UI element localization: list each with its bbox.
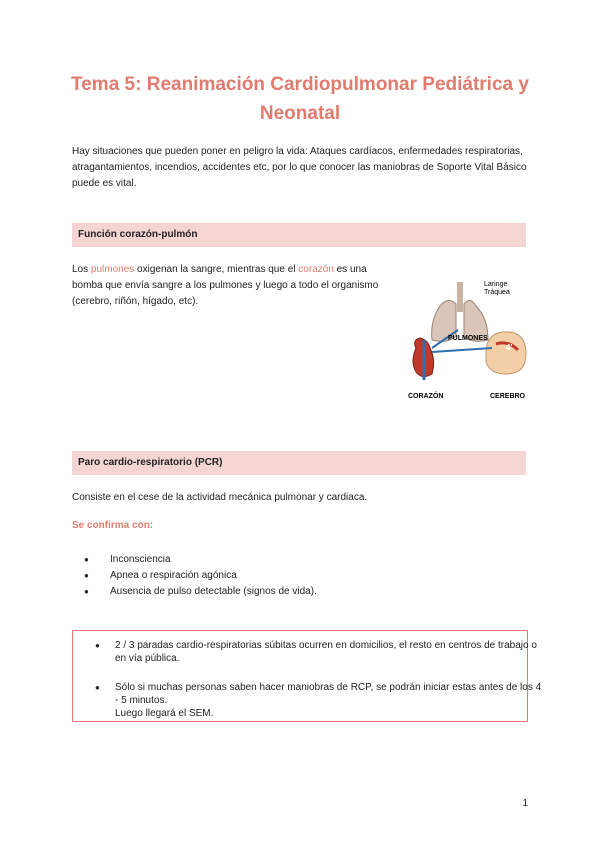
heart-label: CORAZÓN [408, 393, 444, 400]
confirm-label: Se confirma con: [72, 520, 154, 531]
heart-highlight: corazón [298, 264, 334, 275]
head-shape [486, 332, 526, 374]
list-item: ● Ausencia de pulso detectable (signos de vida). [72, 584, 317, 600]
trachea-shape [457, 282, 463, 312]
note-item-home: ● 2 / 3 paradas cardio-respiratorias súbitas ocurren en domicilios, el resto en centros de trabajo o en vía pública. [83, 639, 545, 665]
intro-paragraph: Hay situaciones que pueden poner en peligro la vida: Ataques cardíacos, enfermedades respiratorias, atragantamientos, incendios, accidentes etc, por lo que conocer las maniobras de Soporte Vital Básico puede es vital. [72, 146, 527, 189]
brain-label: CEREBRO [490, 393, 526, 400]
page-number: 1 [522, 798, 528, 809]
section-header-heart-lung: Función corazón-pulmón [72, 223, 526, 247]
heart-lung-paragraph: Los pulmones oxigenan la sangre, mientras que el corazón es una bomba que envía sangre a los pulmones y luego a todo el organismo (cerebro, riñón, hígado, etc). [72, 264, 379, 307]
note-box [72, 630, 542, 722]
note-item-rcp: ● Sólo si muchas personas saben hacer maniobras de RCP, se podrán iniciar estas antes de los 4 - 5 minutos. Luego llegará el SEM. [83, 681, 545, 720]
page-title: Tema 5: Reanimación Cardiopulmonar Pediátrica y Neonatal [71, 74, 529, 124]
trachea-label: Tráquea [484, 289, 510, 296]
list-item: ● Apnea o respiración agónica [72, 568, 317, 584]
larynx-label: Laringe [484, 281, 508, 288]
lungs-label: PULMONES [448, 335, 488, 342]
list-item: ● Inconsciencia [72, 552, 317, 568]
systemic-vessel-shape [432, 348, 492, 352]
pcr-definition: Consiste en el cese de la actividad mecánica pulmonar y cardiaca. [72, 492, 368, 503]
heart-lung-svg [408, 270, 528, 402]
lungs-highlight: pulmones [90, 264, 135, 275]
minutes-label: 4' [506, 343, 513, 352]
confirm-list [72, 552, 317, 600]
heart-lung-illustration [408, 270, 528, 402]
section-header-pcr: Paro cardio-respiratorio (PCR) [72, 451, 526, 475]
